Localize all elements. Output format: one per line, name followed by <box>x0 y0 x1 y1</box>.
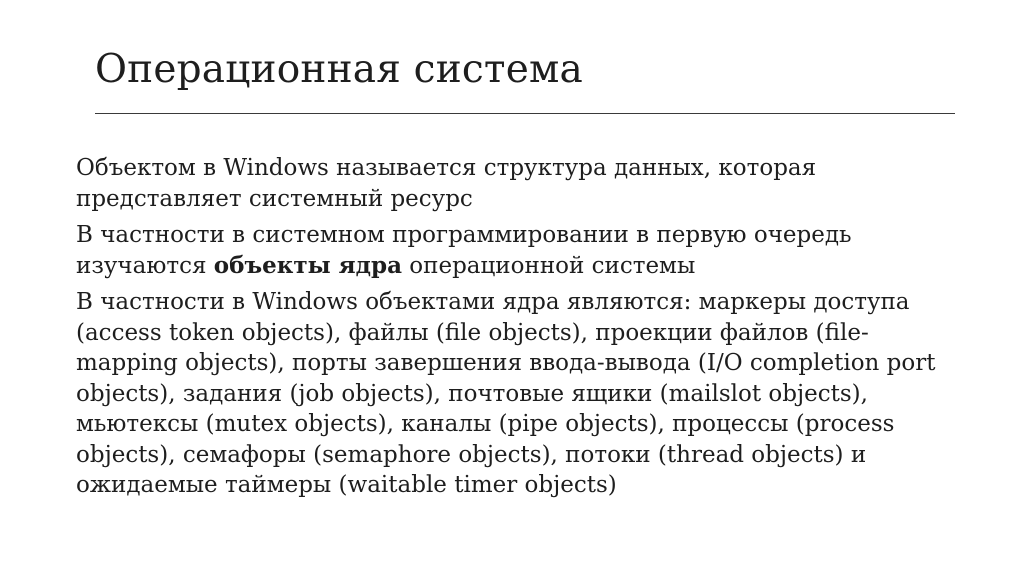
paragraph-kernel-objects <box>76 220 966 281</box>
paragraph-object-list: В частности в Windows объектами ядра являются: маркеры доступа (access token objects), файлы (file objects), проекции файлов (file-mapping objects), порты завершения ввода-вывода (I/O completion port objects), задания (job objects), почтовые ящики (mailslot objects), мьютексы (mutex objects), каналы (pipe objects), процессы (process objects), семафоры (semaphore objects), потоки (thread objects) и ожидаемые таймеры (waitable timer objects) <box>76 289 936 498</box>
slide-body <box>76 153 966 507</box>
slide-title: Операционная система <box>95 47 583 92</box>
title-divider <box>95 113 955 114</box>
paragraph-kernel-objects-before: В частности в системном программировании в первую очередь изучаются <box>76 222 852 279</box>
kernel-objects-emphasis: объекты ядра <box>213 251 402 279</box>
paragraph-kernel-objects-after: операционной системы <box>401 252 696 279</box>
paragraph-object-definition: Объектом в Windows называется структура данных, которая представляет системный ресурс <box>76 155 817 212</box>
